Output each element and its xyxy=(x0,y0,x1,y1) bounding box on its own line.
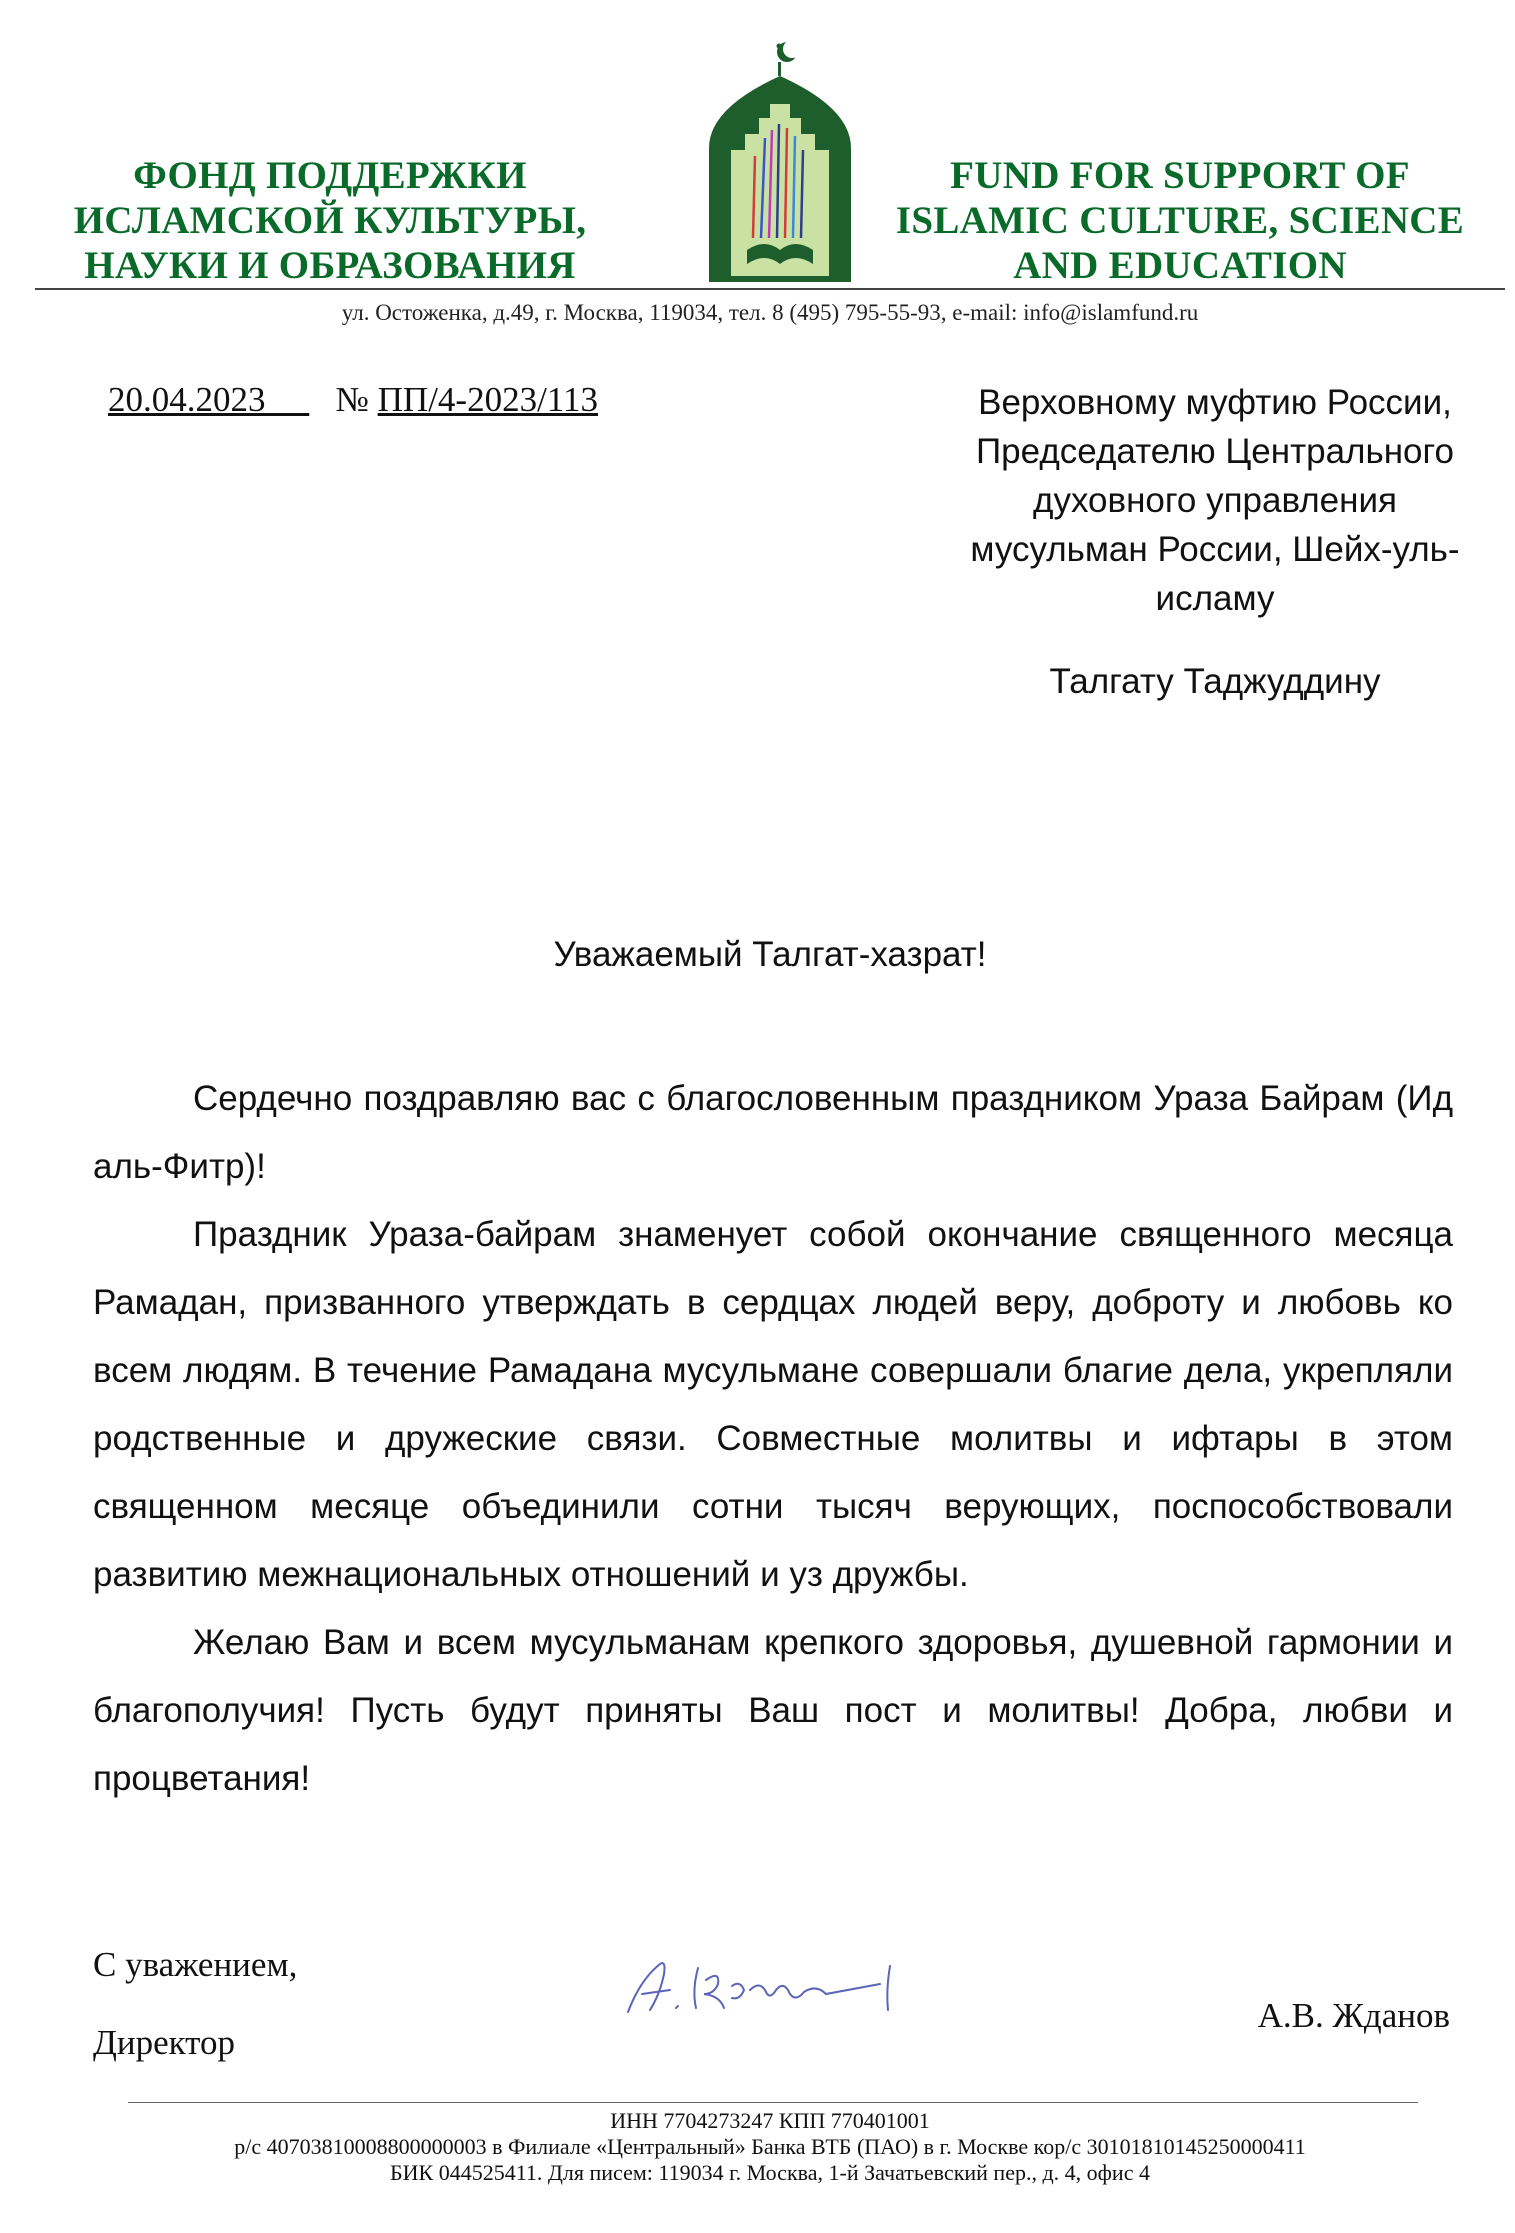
closing-phrase: С уважением, xyxy=(93,1945,298,1984)
addressee-line: Председателю Центрального xyxy=(976,432,1454,471)
body-paragraph: Желаю Вам и всем мусульманам крепкого здоровья, душевной гармонии и благополучия! Пусть будут приняты Ваш пост и молитвы! Добра, любви и процветания! xyxy=(93,1623,1453,1798)
fund-logo xyxy=(709,38,851,282)
closing-block xyxy=(93,1926,297,2082)
addressee-block xyxy=(935,378,1495,623)
header-divider xyxy=(35,288,1505,290)
addressee-line: мусульман России, Шейх-уль- xyxy=(970,530,1460,569)
addressee-line: духовного управления xyxy=(1033,481,1397,520)
letter-date: 20.04.2023 xyxy=(108,380,266,419)
footer-line: ИНН 7704273247 КПП 770401001 xyxy=(610,2108,930,2133)
footer-line: БИК 044525411. Для писем: 119034 г. Москва, 1-й Зачатьевский пер., д. 4, офис 4 xyxy=(390,2160,1150,2185)
org-ru-line: ФОНД ПОДДЕРЖКИ xyxy=(133,154,527,197)
handwritten-signature xyxy=(620,1950,930,2020)
org-en-line: AND EDUCATION xyxy=(1013,244,1347,287)
organization-name-en xyxy=(860,153,1500,288)
signer-name: А.В. Жданов xyxy=(1257,1996,1450,2035)
body-paragraph: Праздник Ураза-байрам знаменует собой окончание священного месяца Рамадан, призванного утверждать в сердцах людей веру, доброту и любовь ко всем людям. В течение Рамадана мусульмане совершали благие дела, укрепляли родственные и дружеские связи. Совместные молитвы и ифтары в этом священном месяце объединили сотни тысяч верующих, поспособствовали развитию межнациональных отношений и уз дружбы. xyxy=(93,1215,1453,1594)
letter-body xyxy=(93,1065,1453,1813)
letter-number: ПП/4-2023/113 xyxy=(377,380,599,419)
addressee-name: Талгату Таджуддину xyxy=(1049,662,1381,701)
date-reference xyxy=(108,380,598,420)
addressee-line: исламу xyxy=(1155,579,1275,618)
org-ru-line: НАУКИ И ОБРАЗОВАНИЯ xyxy=(84,244,576,287)
organization-address: ул. Остоженка, д.49, г. Москва, 119034, тел. 8 (495) 795-55-93, e-mail: info@islamfund.ru xyxy=(341,300,1199,325)
salutation: Уважаемый Талгат-хазрат! xyxy=(553,935,987,974)
footer-divider xyxy=(128,2102,1418,2103)
org-en-line: FUND FOR SUPPORT OF xyxy=(950,154,1410,197)
number-sign: № xyxy=(335,380,369,419)
footer-bank-details xyxy=(0,2108,1515,2186)
addressee-line: Верховному муфтию России, xyxy=(978,383,1452,422)
footer-line: р/с 40703810008800000003 в Филиале «Центральный» Банка ВТБ (ПАО) в г. Москве кор/с 30101810145250000411 xyxy=(234,2134,1306,2159)
org-en-line: ISLAMIC CULTURE, SCIENCE xyxy=(895,199,1465,242)
org-ru-line: ИСЛАМСКОЙ КУЛЬТУРЫ, xyxy=(73,199,587,242)
organization-name-ru xyxy=(40,153,620,288)
body-paragraph: Сердечно поздравляю вас с благословенным праздником Ураза Байрам (Ид аль-Фитр)! xyxy=(93,1079,1453,1186)
signer-position: Директор xyxy=(93,2023,236,2062)
